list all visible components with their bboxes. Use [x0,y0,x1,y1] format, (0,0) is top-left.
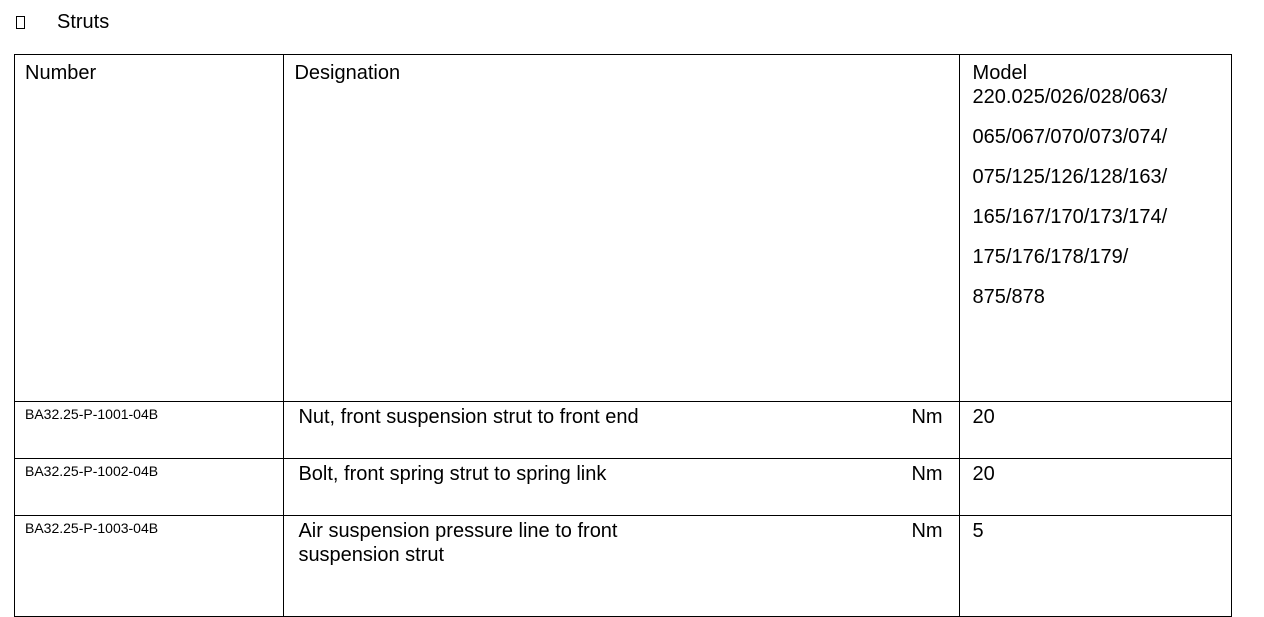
model-line: 075/125/126/128/163/ [972,166,1168,188]
torque-spec-table [14,54,1232,617]
row-designation-cell [284,402,959,459]
model-label: Model [972,62,1028,84]
table-row [15,516,1232,617]
model-line: 175/176/178/179/ [972,246,1129,268]
model-line: 220.025/026/028/063/ [972,86,1168,108]
row-value: 20 [959,459,1231,516]
model-line: 065/067/070/073/074/ [972,126,1168,148]
model-line: 165/167/170/173/174/ [972,206,1168,228]
row-designation-cell [284,516,959,617]
empty-square-icon [16,16,25,29]
header-designation: Designation [284,55,959,402]
section-title: Struts [57,11,110,33]
row-designation: Bolt, front spring strut to spring link [298,463,607,485]
row-number: BA32.25-P-1003-04B [15,516,284,617]
row-unit: Nm [911,520,943,542]
row-designation: Nut, front suspension strut to front end [298,406,639,428]
row-unit: Nm [911,406,943,428]
row-designation: Air suspension pressure line to front suspension strut [298,520,618,566]
section-heading [16,11,109,33]
table-row [15,459,1232,516]
row-value: 20 [959,402,1231,459]
row-designation-cell [284,459,959,516]
row-value: 5 [959,516,1231,617]
model-line: 875/878 [972,286,1045,308]
row-number: BA32.25-P-1001-04B [15,402,284,459]
row-unit: Nm [911,463,943,485]
header-number: Number [15,55,284,402]
header-model [959,55,1231,402]
row-number: BA32.25-P-1002-04B [15,459,284,516]
table-row [15,402,1232,459]
table-header-row [15,55,1232,402]
